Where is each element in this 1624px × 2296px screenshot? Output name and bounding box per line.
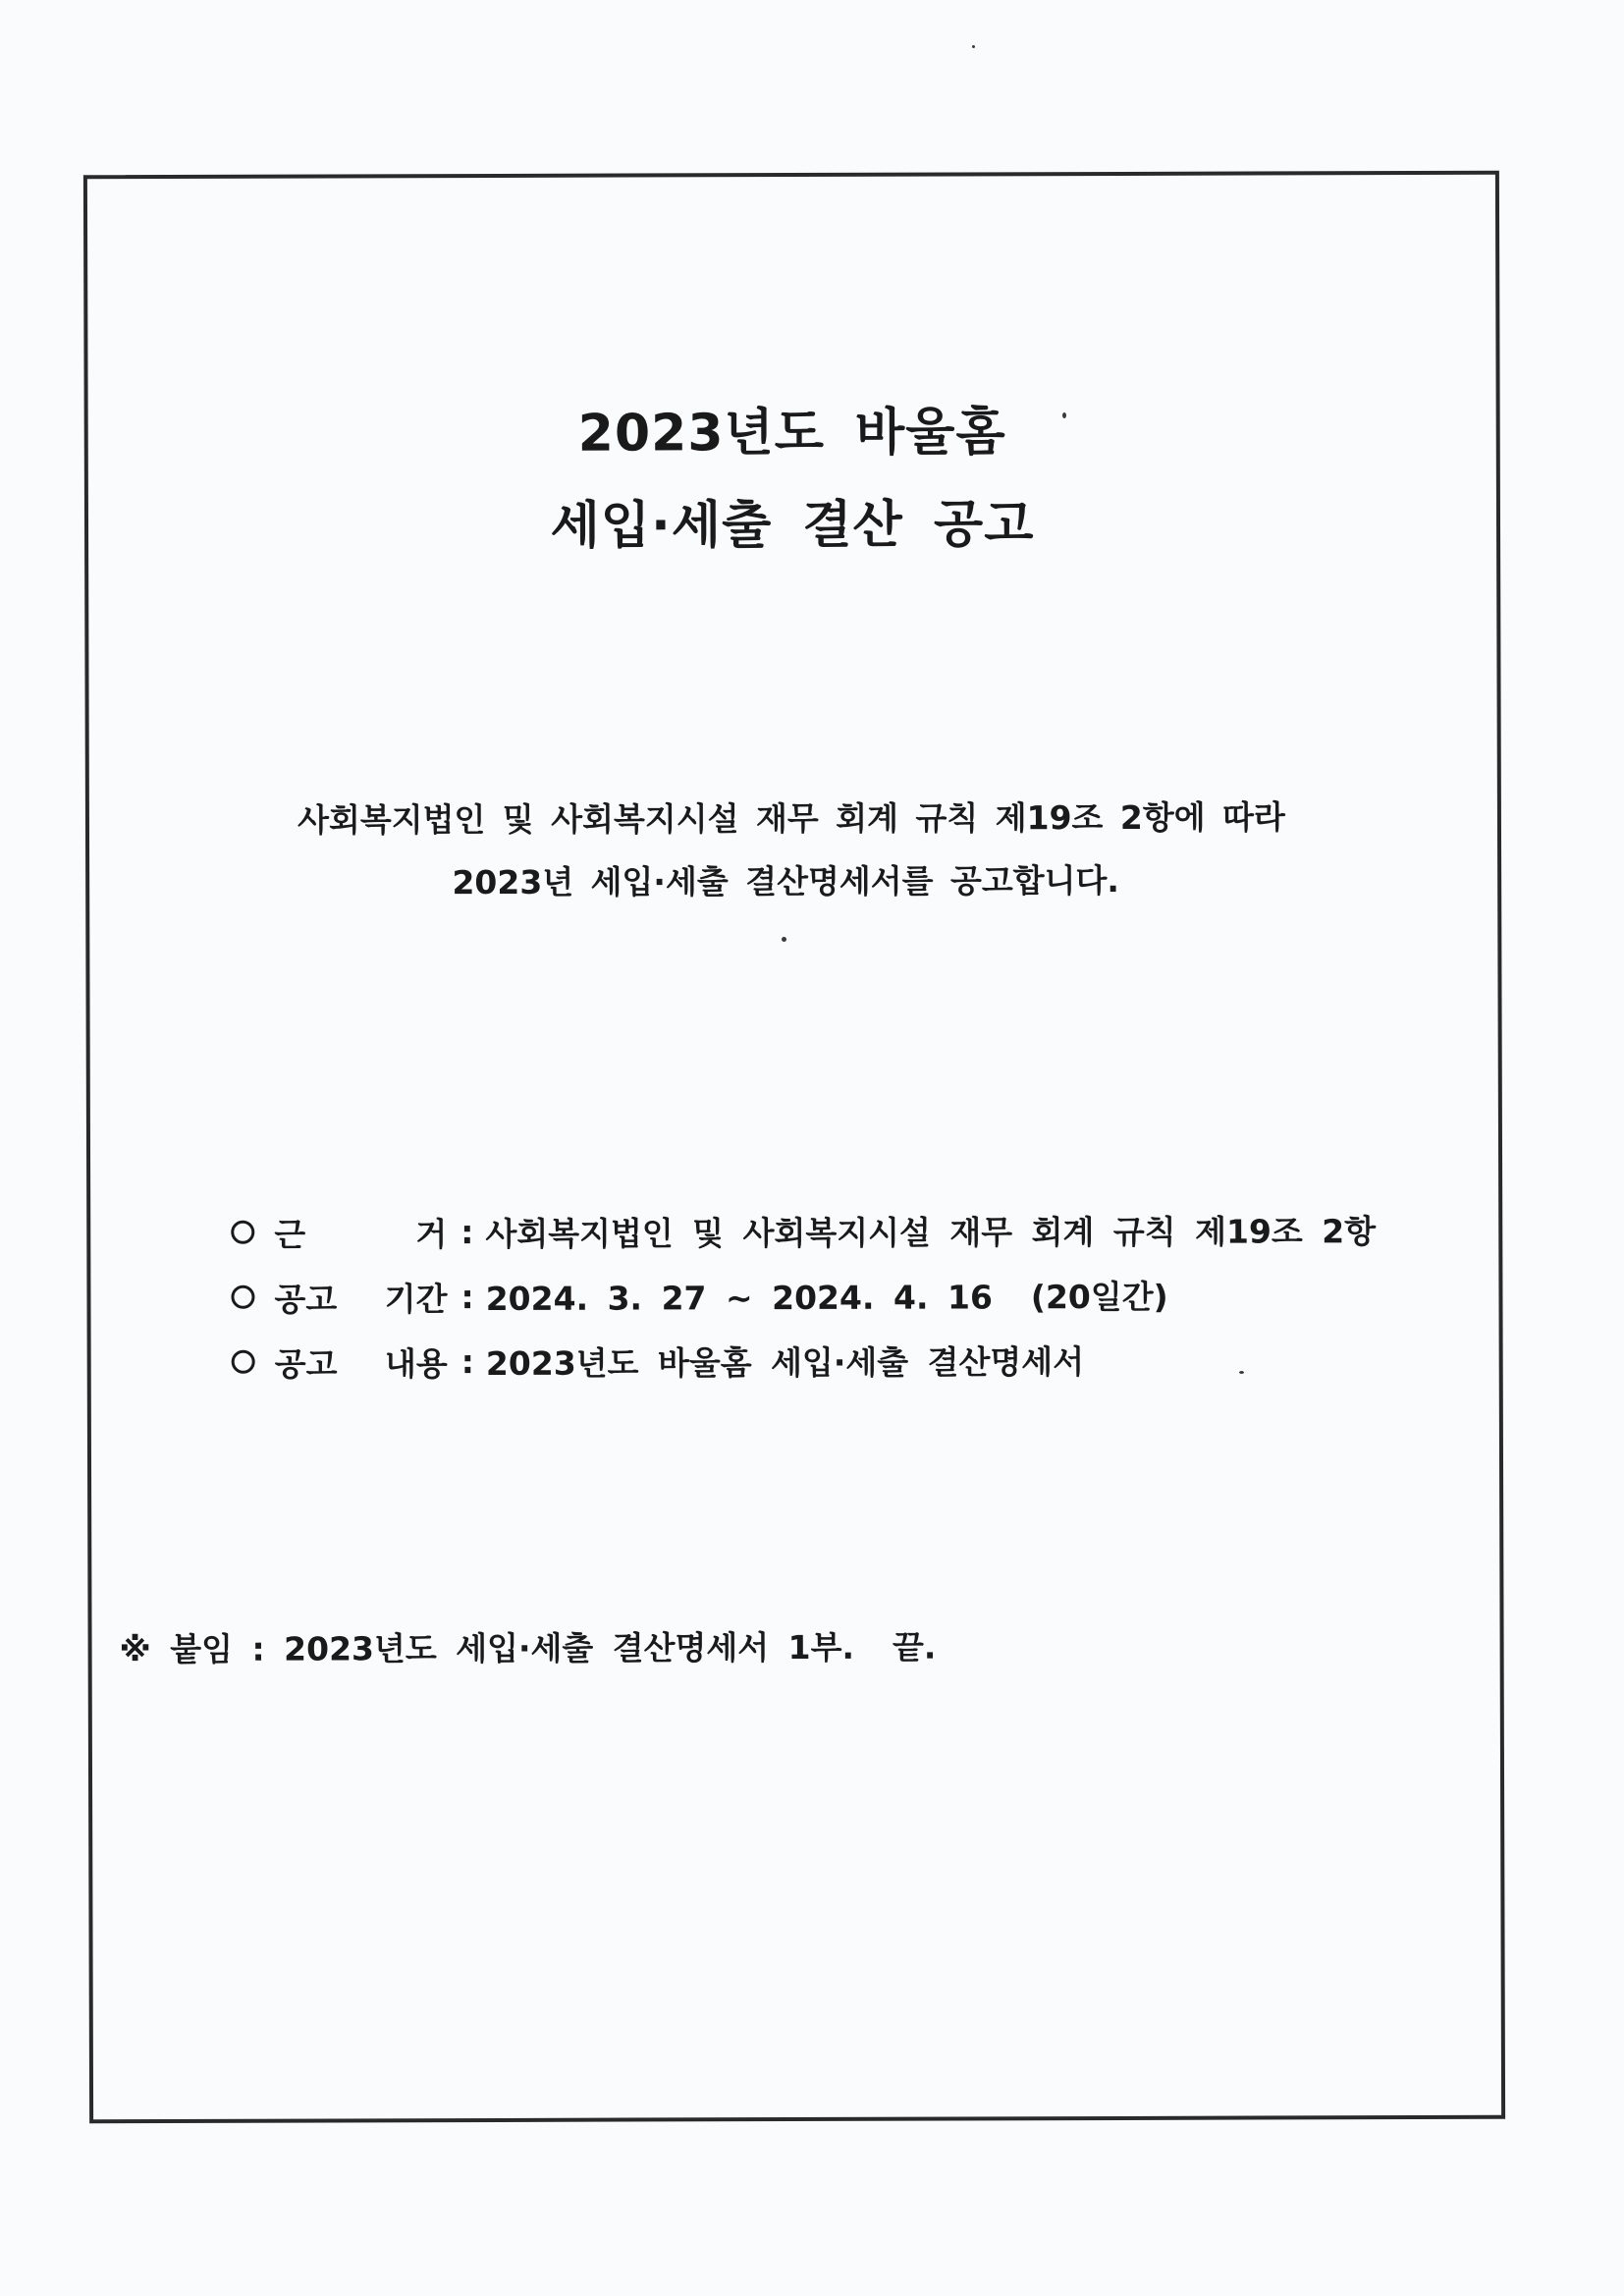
document-border-frame [83, 171, 1505, 2124]
notice-items-list [231, 1196, 1376, 1394]
scan-speck [972, 45, 975, 48]
notice-item-value: 2024. 3. 27 ~ 2024. 4. 16 (20일간) [485, 1277, 1168, 1318]
scan-speck [1062, 412, 1066, 418]
attachment-note: ※ 붙임 : 2023년도 세입·세출 결산명세서 1부. 끝. [119, 1627, 937, 1669]
label-colon: : [460, 1341, 474, 1381]
document-title-line2: 세입·세출 결산 공고 [550, 495, 1035, 556]
notice-item-content [232, 1326, 1377, 1394]
notice-item-basis [231, 1196, 1376, 1265]
notice-item-period [231, 1261, 1376, 1330]
label-colon: : [460, 1212, 474, 1251]
circle-bullet-icon [231, 1285, 254, 1309]
notice-item-label: 근 거 [274, 1214, 448, 1254]
notice-item-value: 사회복지법인 및 사회복지시설 재무 회계 규칙 제19조 2항 [485, 1211, 1377, 1253]
circle-bullet-icon [232, 1350, 255, 1374]
scan-speck [782, 937, 786, 942]
scan-speck [1239, 1371, 1244, 1374]
notice-item-label: 공고 내용 [274, 1343, 448, 1384]
document-title-line1: 2023년도 바울홈 [577, 403, 1006, 464]
intro-text-line2: 2023년 세입·세출 결산명세서를 공고합니다. [452, 860, 1119, 902]
notice-item-value: 2023년도 바울홈 세입·세출 결산명세서 [485, 1341, 1085, 1383]
label-colon: : [460, 1277, 474, 1316]
notice-item-label: 공고 기간 [274, 1279, 448, 1319]
circle-bullet-icon [231, 1221, 254, 1244]
intro-text-line1: 사회복지법인 및 사회복지시설 재무 회계 규칙 제19조 2항에 따라 [298, 797, 1285, 840]
